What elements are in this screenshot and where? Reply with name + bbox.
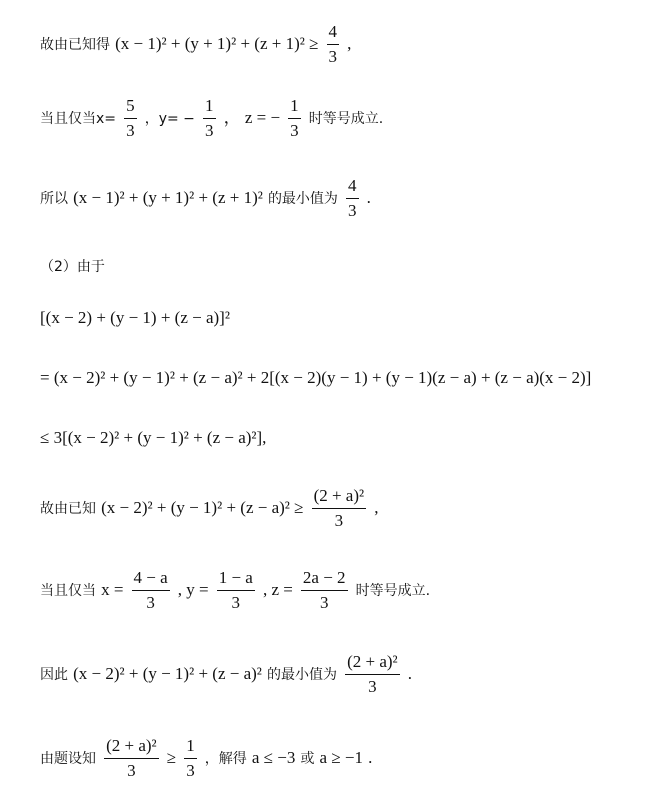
- fraction-denominator: 3: [334, 511, 344, 530]
- line-11-middle: ，解得: [204, 751, 247, 767]
- line-1-prefix: 故由已知得: [40, 37, 110, 53]
- line-10-expression: (x − 2)² + (y − 1)² + (z − a)²: [73, 664, 262, 683]
- fraction-denominator: 3: [348, 201, 357, 220]
- line-3-expression: (x − 1)² + (y + 1)² + (z + 1)²: [73, 188, 263, 207]
- line-1-suffix: ,: [347, 34, 352, 53]
- fraction-numerator: 4: [346, 176, 359, 199]
- fraction-denominator: 3: [368, 677, 377, 696]
- line-2-z-label: ， z = −: [223, 108, 281, 127]
- fraction-denominator: 3: [328, 47, 338, 66]
- fraction-numerator: (2 + a)²: [104, 736, 159, 759]
- line-9-fraction-z: [301, 568, 348, 613]
- fraction-numerator: 4 − a: [132, 568, 170, 591]
- line-8-suffix: ,: [374, 498, 379, 517]
- fraction-numerator: (2 + a)²: [312, 486, 367, 509]
- fraction-denominator: 3: [231, 593, 241, 612]
- fraction-numerator: 2a − 2: [301, 568, 348, 591]
- fraction-numerator: (2 + a)²: [345, 652, 400, 675]
- line-10-prefix: 因此: [40, 667, 68, 683]
- fraction-numerator: 1: [184, 736, 197, 759]
- line-6-expansion: = (x − 2)² + (y − 1)² + (z − a)² + 2[(x − 2)(y − 1) + (y − 1)(z − a) + (z − a)(x − 2)]: [40, 368, 592, 387]
- fraction-numerator: 1 − a: [217, 568, 255, 591]
- line-2-suffix: 时等号成立.: [308, 111, 384, 127]
- line-9-suffix: 时等号成立.: [355, 583, 431, 599]
- line-9-z-label: , z =: [262, 580, 293, 599]
- line-7-inequality: ≤ 3[(x − 2)² + (y − 1)² + (z − a)²],: [40, 428, 267, 447]
- line-9-x-label: x =: [101, 580, 124, 599]
- line-10-suffix: .: [407, 664, 412, 683]
- line-2-fraction-x: [124, 96, 137, 141]
- fraction-numerator: 4: [327, 22, 340, 45]
- line-5-expression: [(x − 2) + (y − 1) + (z − a)]²: [40, 308, 230, 327]
- line-3-prefix: 所以: [40, 191, 68, 207]
- line-8-expression: (x − 2)² + (y − 1)² + (z − a)² ≥: [101, 498, 304, 517]
- line-11-fraction-left: [104, 736, 159, 781]
- line-2: [40, 96, 383, 141]
- line-1-fraction: [327, 22, 340, 67]
- fraction-denominator: 3: [205, 121, 214, 140]
- line-9-y-label: , y =: [177, 580, 209, 599]
- line-11-or: 或: [300, 751, 315, 767]
- line-10-fraction: [345, 652, 400, 697]
- line-2-y-label: ，y= −: [144, 111, 195, 127]
- line-11-prefix: 由题设知: [40, 751, 96, 767]
- line-3: [40, 176, 371, 221]
- line-9-fraction-y: [217, 568, 255, 613]
- line-1: [40, 22, 351, 67]
- line-9-fraction-x: [132, 568, 170, 613]
- line-11-fraction-right: [184, 736, 197, 781]
- line-11: [40, 736, 372, 781]
- line-11-result-2: a ≥ −1: [319, 748, 363, 767]
- line-11-result-1: a ≤ −3: [251, 748, 296, 767]
- line-3-middle: 的最小值为: [267, 191, 338, 207]
- fraction-denominator: 3: [127, 761, 136, 780]
- line-9-prefix: 当且仅当: [40, 583, 96, 599]
- fraction-denominator: 3: [126, 121, 135, 140]
- line-2-fraction-z: [288, 96, 301, 141]
- fraction-denominator: 3: [186, 761, 195, 780]
- fraction-denominator: 3: [290, 121, 299, 140]
- line-8-prefix: 故由已知: [40, 501, 96, 517]
- fraction-numerator: 1: [203, 96, 216, 119]
- line-8: [40, 486, 378, 531]
- line-3-fraction: [346, 176, 359, 221]
- line-11-suffix: .: [368, 748, 373, 767]
- line-2-prefix: 当且仅当x=: [40, 111, 117, 127]
- fraction-denominator: 3: [146, 593, 155, 612]
- line-1-expression: (x − 1)² + (y + 1)² + (z + 1)² ≥: [115, 34, 319, 53]
- line-8-fraction: [312, 486, 367, 531]
- line-10-middle: 的最小值为: [266, 667, 337, 683]
- fraction-numerator: 5: [124, 96, 137, 119]
- line-9: [40, 568, 430, 613]
- line-2-fraction-y: [203, 96, 216, 141]
- fraction-denominator: 3: [319, 593, 329, 612]
- part-2-heading: （2）由于: [40, 259, 105, 275]
- line-11-ge-symbol: ≥: [166, 748, 177, 767]
- fraction-numerator: 1: [288, 96, 301, 119]
- line-10: [40, 652, 412, 697]
- line-3-suffix: .: [366, 188, 371, 207]
